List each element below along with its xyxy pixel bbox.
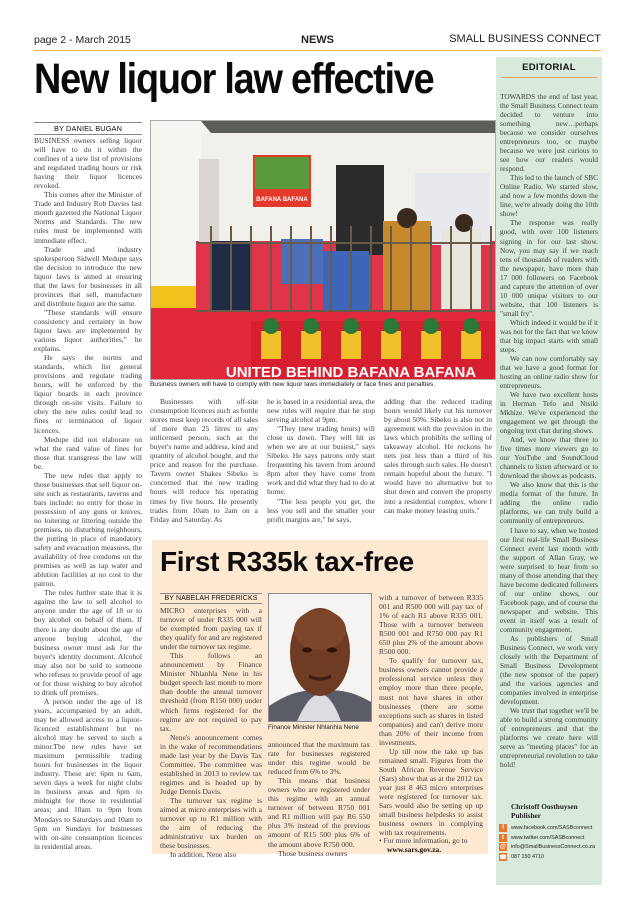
main-story-column-2 bbox=[150, 397, 258, 524]
paragraph: We have two excellent hosts in Herman Tefo and Ntsiki Mkhize. We've experienced the engagement we get through the ongoing text chat during shows. bbox=[500, 390, 598, 436]
paragraph: In addition, Nene also bbox=[170, 850, 237, 860]
tavern-photo-illustration bbox=[151, 121, 495, 379]
paragraph: with a turnover of between R335 001 and R500 000 will pay tax of 1% of each R1 above R335 001. Those with a turnover between R500 001 and R750 000 pay R1 650 plus 2% of the amount above R500 000. bbox=[379, 593, 483, 657]
paragraph: The rules further state that it is against the law to sell alcohol to anyone under the age of 18 or to buy alcohol on behalf of them. If there is any doubt about the age of anyone buying alcohol, the business owner must ask for the buyer's identity document. Alcohol may also not be sold to someone who refuses to provide proof of age or for those wishing to buy alcohol to drink off premises. bbox=[34, 588, 142, 697]
paragraph: We trust that together we'll be able to build a strong community of entrepreneurs and that the platforms we create here will serve as "meeting places" for an entrepreneurial revolution to take hold! bbox=[500, 706, 598, 770]
paragraph: The turnover tax regime is aimed at micro enterprises with a turnover up to R1 million with the aim of reducing the administrative tax burden on these businesses. bbox=[160, 795, 262, 851]
paragraph: He says the norms and standards, which list general provisions and regulate trading hours, will be enforced by the liquor boards in each province through on-site visits. Failure to obey the new rules could lead to fines or termination of liquor licences. bbox=[34, 353, 142, 435]
paragraph: A person under the age of 18 years, accompanied by an adult, may be allowed access to a liquor-licenced establishment but no alcohol may be served to such a minor.The new rules have set maximum permissible trading hours for businesses in the liquor industry. These are: 6pm to 6am, seven days a week for night clubs in business areas and 6pm to midnight for those in residential areas; and 10am to 9pm from Mondays to Saturdays and 10am to 5pm on Sundays for businesses with on-site consumption licences in residential areas. bbox=[34, 696, 142, 851]
tax-byline: BY NABELAH FREDERICKS bbox=[160, 593, 262, 604]
main-story-column-4 bbox=[384, 397, 492, 515]
contact-email[interactable] bbox=[499, 843, 595, 853]
tax-story-column-1 bbox=[160, 606, 262, 859]
minister-photo-caption: Finance Minister Nhlanhla Nene bbox=[268, 724, 359, 731]
paragraph: I have to say, when we hosted our first real-life Small Business Connect event last month with the support of Allan Gray, we were surprised to hear from so many of those attending that they have become dedicated followers of our online shows, our Facebook page, and of course the newspaper and website. This event in itself was a result of community engagement. bbox=[500, 525, 598, 634]
paragraph: We can now comfortably say that we have a good format for hosting an online radio show for entrepreneurs. bbox=[500, 353, 598, 390]
contact-phone[interactable] bbox=[499, 852, 595, 862]
paragraph: Those business owners bbox=[278, 848, 348, 858]
tax-story-column-2 bbox=[268, 740, 370, 858]
paragraph: This follows an announcement by Finance Minister Nhlanhla Nene in his budget speech last month to more than double the annual turnover threshold (from R150 000) under which firms registered for the regime are not required to pay tax. bbox=[160, 651, 262, 733]
twitter-icon: t bbox=[499, 834, 507, 842]
paragraph: Up till now the take up has remained small. Figures from the South African Revenue Service (Sars) show that as at the 2012 tax year just 8 463 micro enterprises were registered for turnover tax. Sars would also be setting up up small business helpdesks to assist business owners in complying with tax requirements. bbox=[379, 746, 483, 838]
email-icon: @ bbox=[500, 844, 506, 851]
section-label: NEWS bbox=[301, 34, 334, 46]
paragraph: Which indeed it would be if it was not for the fact that we know that big impact starts with small steps. bbox=[500, 317, 598, 354]
phone-number[interactable]: 087 150 4710 bbox=[511, 854, 544, 861]
tax-headline: First R335k tax-free bbox=[160, 546, 414, 577]
paragraph: he is based in a residential area, the new rules will require that he stop serving alcohol at 9pm. bbox=[267, 397, 375, 425]
tavern-photo bbox=[150, 120, 496, 380]
tavern-photo-caption: Business owners will have to comply with new liquor laws immediately or face fines and penalties. bbox=[150, 381, 436, 388]
editorial-signature bbox=[511, 802, 578, 820]
sars-link[interactable]: www.sars.gov.za. bbox=[387, 845, 442, 855]
paragraph: And, we know that three to five times more viewers go to our YouTube and SoundCloud channels to listen afterward or to download the shows as podcasts. bbox=[500, 435, 598, 481]
paragraph: "They (new trading hours) will close us down. They will hit us when we are at our busiest," says Sibeko. He says patrons only start frequenting his tavern from around 8pm after they have come from work and did what they had to do at home. bbox=[267, 424, 375, 497]
email-link[interactable]: info@SmallBusinessConnect.co.za bbox=[511, 844, 595, 851]
paragraph: The new rules that apply to those businesses that sell liquor on-site such as restaurants, taverns and bars include: no entry for those in possession of any guns or knives, no loitering or littering outside the premises, no disturbing neighbours, the putting in place of mandatory safety and evacuation measures, the availability of free condoms on the premises as well as tap water and ablution facilities at no cost to the patron. bbox=[34, 470, 142, 589]
paragraph: adding that the reduced trading hours would likely cut his turnover by about 50%. Sibeko is also not in agreement with the provision in the laws which prohibits the selling of takeaway alcohol. He reckons he nets just less than a third of his sales through such sales. He doesn't remain hopeful about the future. "I would have no alternative but to shut down and convert the property into a residential complex, where I can make money leasing units." bbox=[384, 397, 492, 515]
paragraph: Medupe did not elaborate on what the rand value of fines for those that transgress the law will be. bbox=[34, 434, 142, 471]
paragraph: This means that business owners who are registered under this regime with an annual turnover of between R750 001 and R1 million will pay R6 550 plus 3% instead of the previous amount of R15 500 plus 6% of the amount above R750 000. bbox=[268, 776, 370, 849]
minister-portrait bbox=[269, 594, 371, 721]
paragraph: The response was really good, with over 100 listeners signing in for our last show. Now, you may say if we reach tens of thousands of readers with the newspaper, have more than 17 000 followers on Facebook and capture the attention of over 10 000 unique visitors to our website, that 100 listeners is "small fry". bbox=[500, 218, 598, 318]
main-story-column-3 bbox=[267, 397, 375, 524]
page-info: page 2 - March 2015 bbox=[34, 34, 131, 46]
editorial-divider bbox=[501, 77, 597, 78]
page-header bbox=[34, 30, 601, 51]
paragraph: BUSINESS owners selling liquor will have to do it within the confines of a new list of provisions and regulated trading hours or risk having their liquor licences revoked. bbox=[34, 136, 142, 191]
main-headline: New liquor law effective bbox=[34, 55, 434, 103]
paragraph: Businesses with off-site consumption licences such as bottle stores must keep records of all sales of more than 25 litres to any unlicensed person, such as the buyer's name and address, kind and quantity of alcohol bought, and the price and reason for the purchase. Tavern owner Shakes Sibeko is concerned that the new trading hours will reduce his operating times by five hours. He presently trades from 10am to 2am on a Friday and Saturday. As bbox=[150, 397, 258, 524]
paragraph: To qualify for turnover tax, business owners cannot provide a professional service unless they employ more than three people, must not have shares in other businesses (there are some exceptions such as shares in listed companies) and can't derive more than 20% of their income from investments. bbox=[379, 656, 483, 747]
paragraph: TOWARDS the end of last year, the Small Business Connect team decided to venture into something new…perhaps because we consider ourselves entrepreneurs too, or maybe because we were just curious to see how our readers would respond. bbox=[500, 92, 598, 174]
paragraph: This comes after the Minister of Trade and Industry Rob Davies last month gazetted the National Liquor Norms and Standards. The new rules must be implemented with immediate effect. bbox=[34, 190, 142, 245]
tax-more-info bbox=[379, 836, 483, 854]
facebook-icon: f bbox=[499, 824, 507, 832]
facebook-link[interactable]: www.facebook.com/SASBconnect bbox=[511, 824, 593, 831]
editorial-body bbox=[500, 92, 598, 769]
paragraph: "These standards will ensure consistency and certainty in how liquor laws are implemented by various liquor authorities," he explains. bbox=[34, 307, 142, 354]
editorial-title: EDITORIAL bbox=[522, 62, 576, 73]
paragraph: Trade and industry spokesperson Sidwell Medupe says the decision to introduce the new liquor laws is aimed at ensuring that the laws for businesses in all provinces that sell, manufacture and distribute liquor are the same. bbox=[34, 244, 142, 308]
signature-title: Publisher bbox=[511, 811, 542, 820]
paragraph: This led to the launch of SBC Online Radio. We started slow, and now a few months down the line, we're already doing the 10th show! bbox=[500, 173, 598, 219]
paragraph: As publishers of Small Business Connect, we work very closely with the Department of Small Business Development (the new sponsor of the paper) and the various agencies and companies involved in enterprise development. bbox=[500, 633, 598, 707]
banner-text: UNITED BEHIND BAFANA BAFANA bbox=[225, 364, 477, 379]
paragraph: Nene's announcement comes in the wake of recommendations made last year by the Davis Tax Committee. The committee was established in 2013 to review tax regimes and is headed up by Judge Dennis Davis. bbox=[160, 732, 262, 796]
more-info-text: • For more information, go to bbox=[379, 836, 468, 845]
paragraph: We also know that this is the media format of the future. In adding the online radio platforms, we can truly build a community of entrepreneurs. bbox=[500, 480, 598, 526]
poster-text: BAFANA BAFANA bbox=[256, 197, 308, 203]
twitter-link[interactable]: www.twitter.com/SASBconnect bbox=[511, 834, 585, 841]
contact-list bbox=[499, 823, 595, 862]
main-byline: BY DANIEL BUGAN bbox=[34, 122, 142, 135]
paragraph: announced that the maximum tax rate for businesses registered under this regime would be reduced from 6% to 3%. bbox=[268, 740, 370, 777]
paragraph: MICRO enterprises with a turnover of under R335 000 will be exempted from paying tax if they qualify for and are registered under the turnover tax regime. bbox=[160, 606, 262, 652]
phone-icon: ☎ bbox=[499, 854, 507, 861]
contact-facebook[interactable] bbox=[499, 823, 595, 833]
minister-photo bbox=[268, 593, 372, 722]
signature-name: Christoff Oosthuysen bbox=[511, 802, 578, 811]
main-story-column-1 bbox=[34, 136, 142, 851]
publication-name: SMALL BUSINESS CONNECT bbox=[449, 33, 601, 45]
contact-twitter[interactable] bbox=[499, 833, 595, 843]
paragraph: "The less people you get, the less you sell and the smaller your profit margins are," he says, bbox=[267, 496, 375, 524]
tax-story-column-3 bbox=[379, 593, 483, 837]
